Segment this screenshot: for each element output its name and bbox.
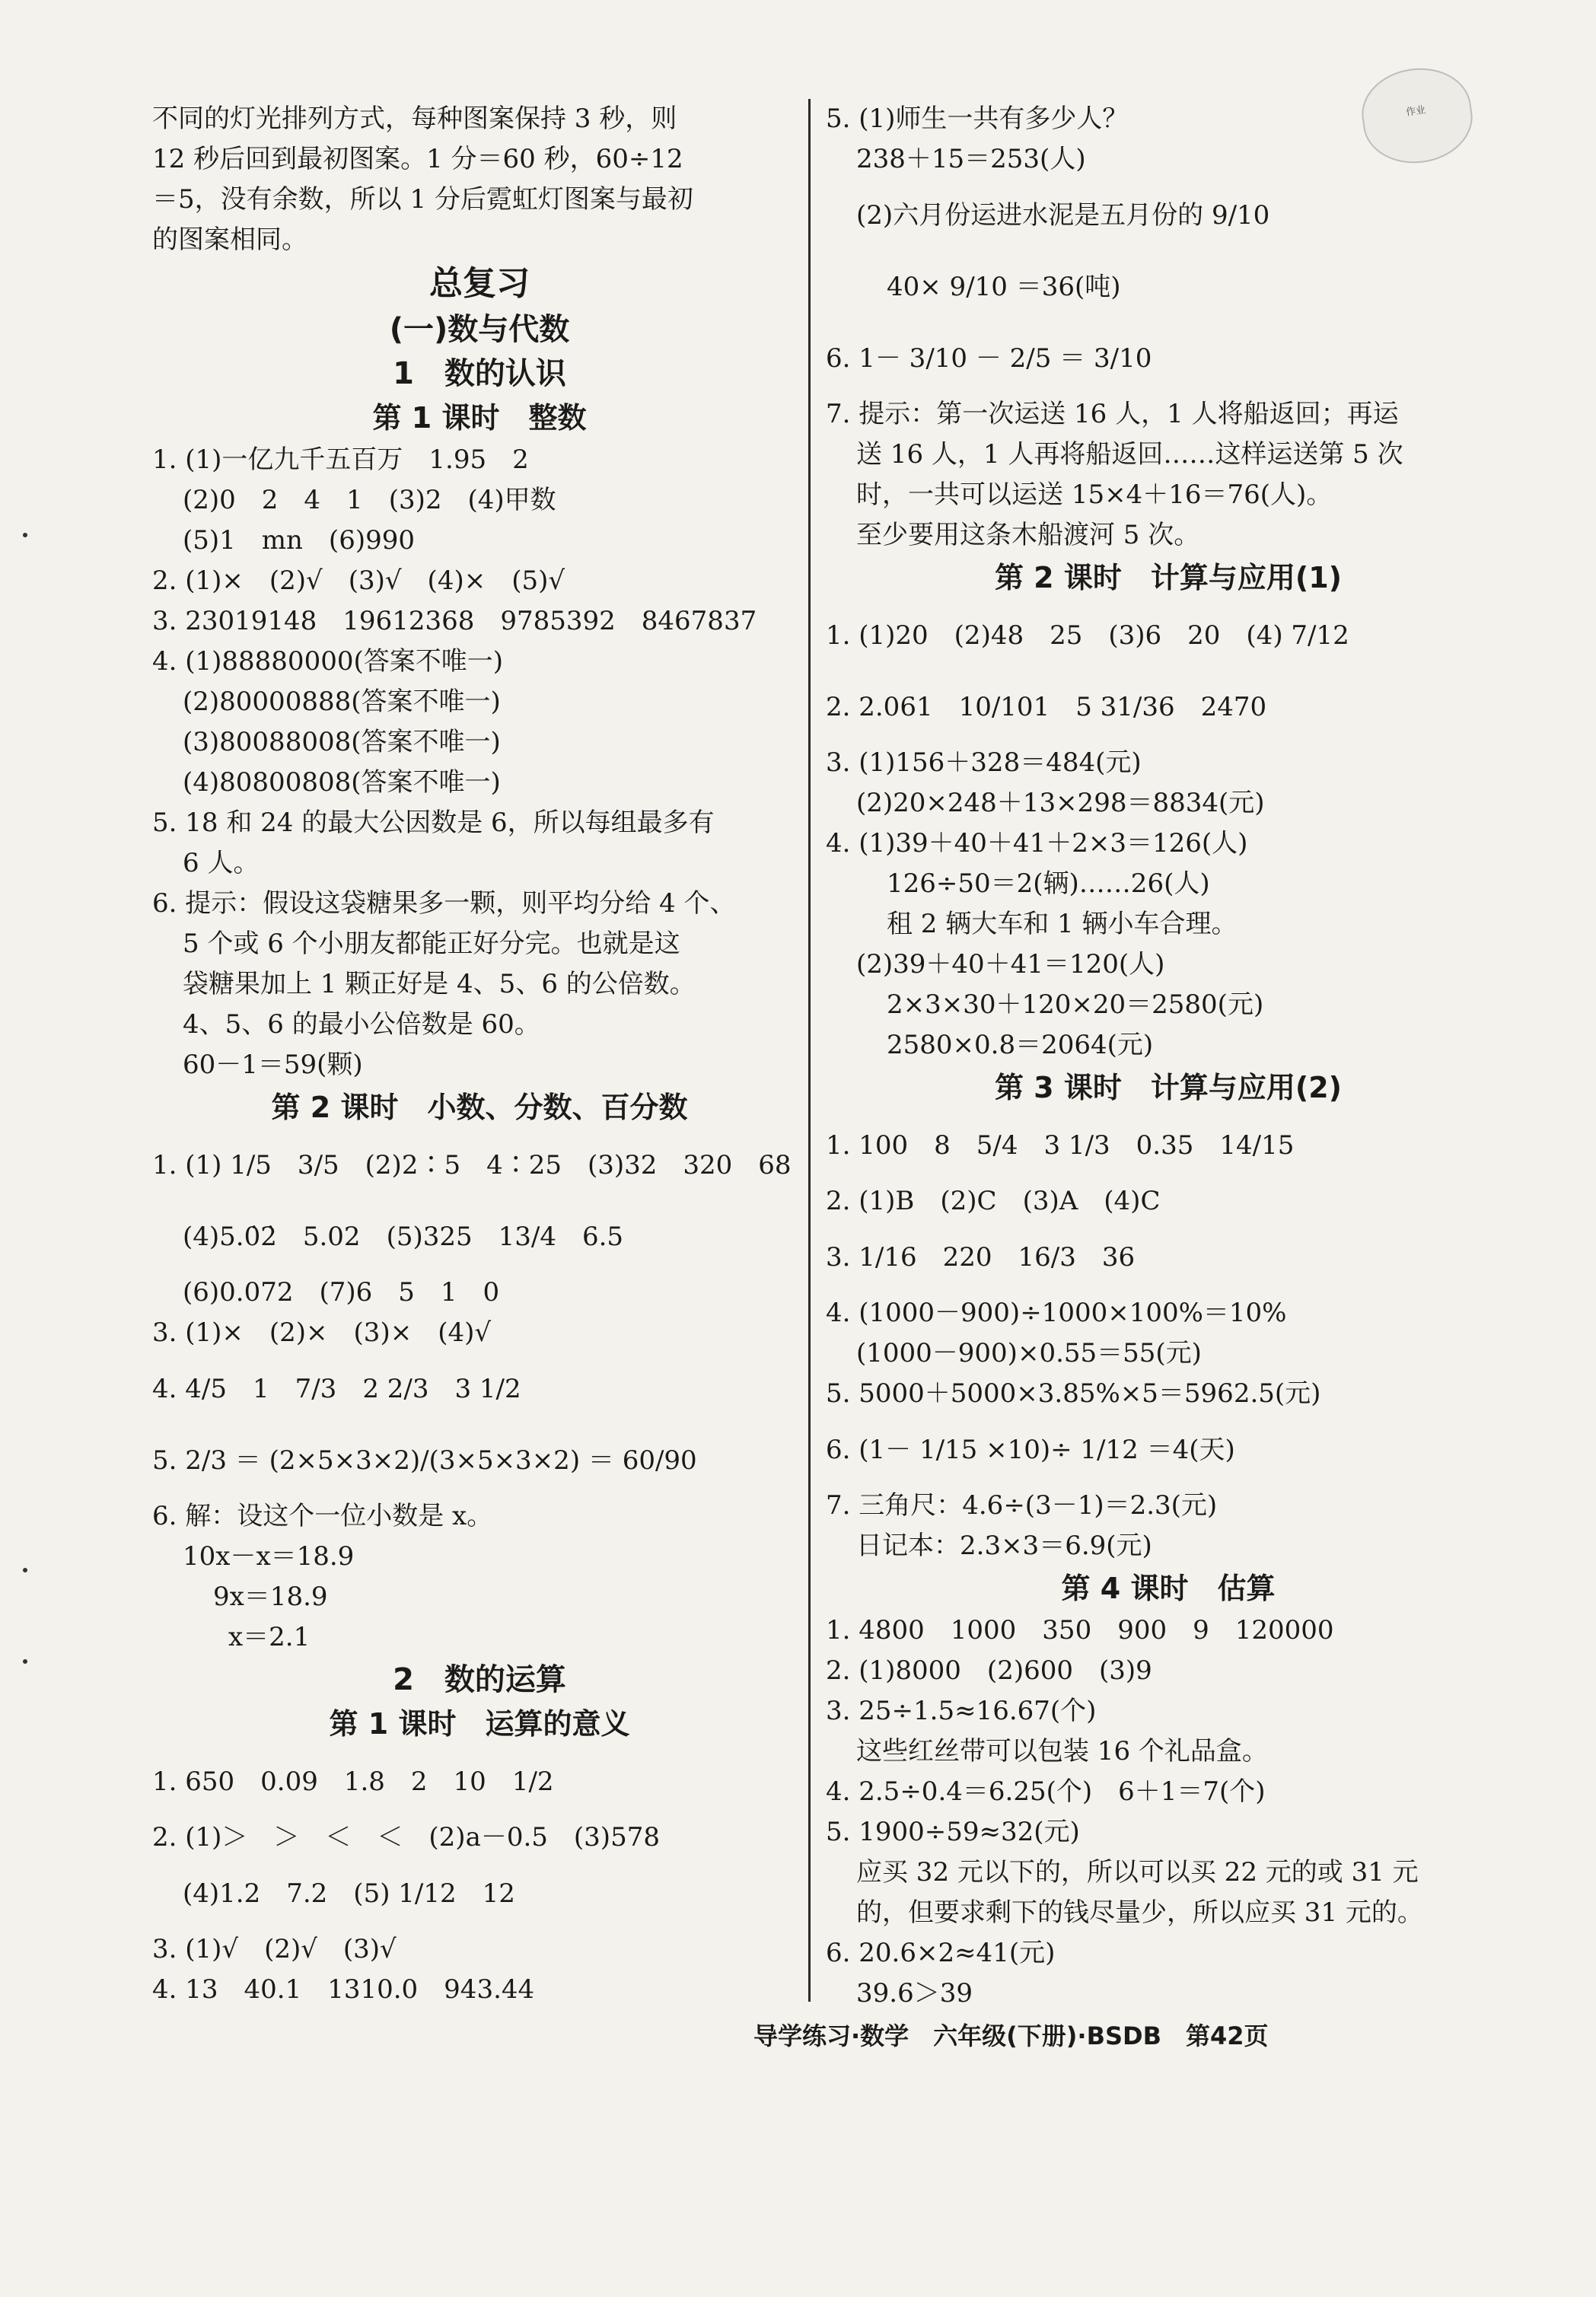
text-line: 的图案相同。 <box>152 225 307 255</box>
answer-line: 40× 9/10 ＝36(吨) <box>887 272 1121 302</box>
answer-line: 1. (1) 1/5 3/5 (2)2∶5 4∶25 (3)32 320 68 <box>152 1150 792 1180</box>
lesson-title: 第 4 课时 估算 <box>1061 1572 1276 1605</box>
answer-line: (2)39＋40＋41＝120(人) <box>856 949 1165 980</box>
margin-dot <box>23 1568 27 1572</box>
right-column <box>826 99 1511 2014</box>
answer-line: 4. 2.5÷0.4＝6.25(个) 6＋1＝7(个) <box>826 1776 1266 1807</box>
subsection-title: (一)数与代数 <box>389 312 570 347</box>
lesson-title: 第 2 课时 小数、分数、百分数 <box>271 1091 688 1124</box>
answer-line: 袋糖果加上 1 颗正好是 4、5、6 的公倍数。 <box>183 969 696 999</box>
answer-line: (5)1 mn (6)990 <box>183 525 415 556</box>
answer-line: (3)80088008(答案不唯一) <box>183 727 501 757</box>
answer-line: 3. 23019148 19612368 9785392 8467837 <box>152 606 757 636</box>
answer-line: 3. 1/16 220 16/3 36 <box>826 1242 1136 1273</box>
column-divider <box>808 99 811 2002</box>
answer-line: 6. 20.6×2≈41(元) <box>826 1938 1056 1968</box>
margin-dot <box>23 1659 27 1664</box>
page-footer: 导学练习·数学 六年级(下册)·BSDB 第42页 <box>753 2021 1269 2050</box>
section-title: 总复习 <box>429 264 530 303</box>
answer-line: 10x－x＝18.9 <box>183 1541 355 1572</box>
answer-line: (4)80800808(答案不唯一) <box>183 767 501 798</box>
answer-line: (4)1.2 7.2 (5) 1/12 12 <box>183 1878 515 1909</box>
answer-line: 5. (1)师生一共有多少人？ <box>826 104 1129 134</box>
answer-line: 5. 5000＋5000×3.85%×5＝5962.5(元) <box>826 1378 1321 1409</box>
answer-line: 1. (1)一亿九千五百万 1.95 2 <box>152 444 529 475</box>
answer-line: 5 个或 6 个小朋友都能正好分完。也就是这 <box>183 929 680 959</box>
answer-line: 租 2 辆大车和 1 辆小车合理。 <box>887 909 1238 939</box>
answer-line: 9x＝18.9 <box>213 1582 328 1612</box>
answer-line: 1. (1)20 (2)48 25 (3)6 20 (4) 7/12 <box>826 620 1349 651</box>
text-line: 不同的灯光排列方式，每种图案保持 3 秒，则 <box>152 104 677 134</box>
lesson-title: 第 1 课时 整数 <box>372 401 587 435</box>
answer-line: 4. (1000－900)÷1000×100%＝10% <box>826 1298 1287 1328</box>
answer-line: 2. 2.061 10/101 5 31/36 2470 <box>826 692 1267 722</box>
answer-line: 6 人。 <box>183 848 260 878</box>
answer-line: 2. (1)＞ ＞ ＜ ＜ (2)a－0.5 (3)578 <box>152 1822 660 1853</box>
answer-line: 2×3×30＋120×20＝2580(元) <box>887 989 1264 1020</box>
answer-line: (1000－900)×0.55＝55(元) <box>856 1338 1202 1368</box>
answer-line: 6. (1－ 1/15 ×10)÷ 1/12 ＝4(天) <box>826 1435 1235 1465</box>
answer-line: 4、5、6 的最小公倍数是 60。 <box>183 1009 540 1040</box>
answer-line: 3. (1)√ (2)√ (3)√ <box>152 1934 397 1964</box>
answer-line: 6. 提示：假设这袋糖果多一颗，则平均分给 4 个、 <box>152 888 736 919</box>
answer-line: 这些红丝带可以包装 16 个礼品盒。 <box>856 1736 1268 1767</box>
answer-line: 2. (1)× (2)√ (3)√ (4)× (5)√ <box>152 565 565 596</box>
answer-line: 5. 1900÷59≈32(元) <box>826 1817 1080 1847</box>
answer-line: (2)80000888(答案不唯一) <box>183 687 501 717</box>
answer-line: 的，但要求剩下的钱尽量少，所以应买 31 元的。 <box>856 1897 1423 1928</box>
answer-line: 3. 25÷1.5≈16.67(个) <box>826 1696 1097 1726</box>
answer-line: 4. (1)88880000(答案不唯一) <box>152 646 503 677</box>
answer-line: 7. 三角尺：4.6÷(3－1)＝2.3(元) <box>826 1490 1218 1521</box>
lesson-title: 第 1 课时 运算的意义 <box>329 1707 630 1741</box>
answer-line: (2)六月份运进水泥是五月份的 9/10 <box>856 200 1270 231</box>
answer-line: 5. 18 和 24 的最大公因数是 6，所以每组最多有 <box>152 808 715 838</box>
answer-line: 2580×0.8＝2064(元) <box>887 1030 1154 1060</box>
left-column <box>152 99 807 2010</box>
answer-line: (6)0.072 (7)6 5 1 0 <box>183 1277 500 1308</box>
answer-line: 2. (1)B (2)C (3)A (4)C <box>826 1186 1161 1216</box>
answer-line: 4. (1)39＋40＋41＋2×3＝126(人) <box>826 828 1248 859</box>
answer-line: 60－1＝59(颗) <box>183 1050 363 1080</box>
lesson-title: 第 3 课时 计算与应用(2) <box>994 1071 1343 1104</box>
answer-line: 238＋15＝253(人) <box>856 144 1086 174</box>
answer-line: (4)5.0̇2̇ 5.02 (5)325 13/4 6.5 <box>183 1222 624 1252</box>
answer-line: (2)20×248＋13×298＝8834(元) <box>856 788 1265 818</box>
answer-line: 3. (1)156＋328＝484(元) <box>826 747 1142 778</box>
answer-line: 2. (1)8000 (2)600 (3)9 <box>826 1655 1152 1686</box>
answer-line: 5. 2/3 ＝ (2×5×3×2)/(3×5×3×2) ＝ 60/90 <box>152 1445 697 1476</box>
answer-line: 时，一共可以运送 15×4＋16＝76(人)。 <box>856 479 1333 510</box>
answer-line: 应买 32 元以下的，所以可以买 22 元的或 31 元 <box>856 1857 1419 1888</box>
lesson-title: 第 2 课时 计算与应用(1) <box>994 561 1343 594</box>
margin-dot <box>23 533 27 537</box>
unit-title: 2 数的运算 <box>393 1662 566 1697</box>
unit-title: 1 数的认识 <box>393 356 566 391</box>
answer-line: 日记本：2.3×3＝6.9(元) <box>856 1531 1152 1561</box>
answer-line: 126÷50＝2(辆)……26(人) <box>887 868 1210 899</box>
answer-line: 4. 13 40.1 1310.0 943.44 <box>152 1974 535 2005</box>
stamp-text: 作业 <box>1405 104 1427 119</box>
answer-line: 至少要用这条木船渡河 5 次。 <box>856 520 1200 550</box>
answer-line: 1. 650 0.09 1.8 2 10 1/2 <box>152 1767 554 1797</box>
text-line: ＝5，没有余数，所以 1 分后霓虹灯图案与最初 <box>152 184 693 215</box>
answer-line: 1. 4800 1000 350 900 9 120000 <box>826 1615 1334 1645</box>
answer-line: 送 16 人，1 人再将船返回……这样运送第 5 次 <box>856 439 1403 470</box>
answer-line: 4. 4/5 1 7/3 2 2/3 3 1/2 <box>152 1374 521 1404</box>
answer-line: (2)0 2 4 1 (3)2 (4)甲数 <box>183 485 556 515</box>
answer-line: x＝2.1 <box>228 1622 311 1652</box>
answer-line: 3. (1)× (2)× (3)× (4)√ <box>152 1317 492 1348</box>
answer-line: 1. 100 8 5/4 3 1/3 0.35 14/15 <box>826 1130 1295 1161</box>
text-line: 12 秒后回到最初图案。1 分＝60 秒，60÷12 <box>152 144 683 174</box>
answer-line: 6. 解：设这个一位小数是 x。 <box>152 1501 493 1531</box>
answer-line: 6. 1－ 3/10 － 2/5 ＝ 3/10 <box>826 343 1152 374</box>
answer-line: 7. 提示：第一次运送 16 人，1 人将船返回；再运 <box>826 399 1399 429</box>
answer-line: 39.6＞39 <box>856 1978 973 2009</box>
